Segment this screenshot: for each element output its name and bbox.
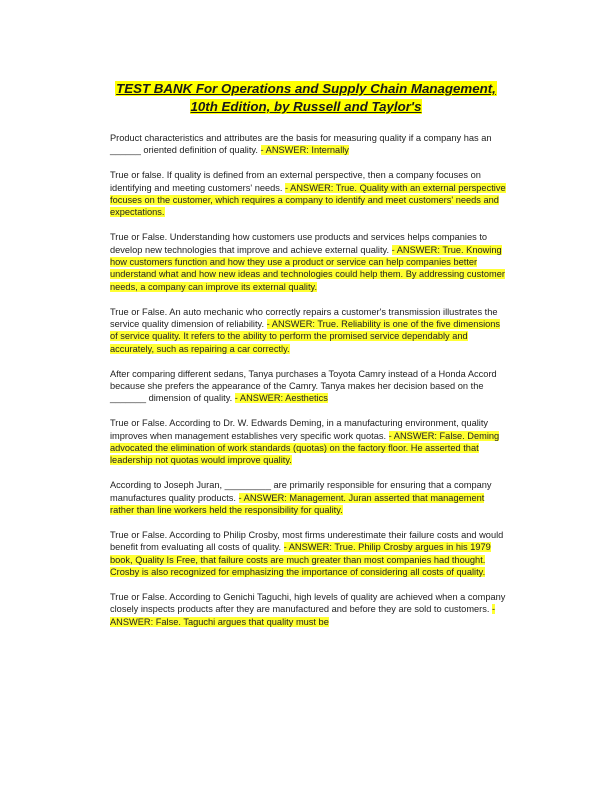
document-title: [100, 80, 512, 116]
question-text: True or false. If quality is defined from an external perspective, then a company focuses on identifying and meeting customers' needs.: [110, 170, 481, 193]
answer-text: - ANSWER: False. Taguchi argues that quality must be: [110, 604, 496, 627]
question-text: True or False. An auto mechanic who correctly repairs a customer's transmission illustrates the service quality dimension of reliability.: [110, 306, 498, 330]
question-item: [110, 529, 508, 579]
title-line-1: TEST BANK For Operations and Supply Chain Management,: [116, 81, 496, 96]
question-list: [110, 132, 508, 641]
answer-text: - ANSWER: True. Reliability is one of the five dimensions of service quality. It refers to the ability to perform the promised service dependably and accurately, such as repairing a car correctly.: [110, 319, 501, 354]
answer-text: - ANSWER: Aesthetics: [234, 393, 328, 404]
question-text: True or False. According to Dr. W. Edwards Deming, in a manufacturing environment, quality improves when management establishes very specific work quotas.: [110, 418, 489, 441]
answer-text: - ANSWER: Internally: [260, 145, 349, 156]
answer-text: - ANSWER: False. Deming advocated the elimination of work standards (quotas) on the factory floor. He asserted that leadership not quotas would improve quality.: [110, 430, 500, 466]
question-text: According to Joseph Juran, _________ are primarily responsible for ensuring that a company manufactures quality products.: [110, 480, 492, 503]
question-text: True or False. According to Philip Crosby, most firms underestimate their failure costs and would benefit from evaluating all costs of quality.: [110, 529, 504, 553]
question-item: [110, 417, 508, 467]
answer-text: - ANSWER: True. Quality with an external perspective focuses on the customer, which requires a company to identify and meet customers' needs and expectations.: [110, 182, 506, 218]
question-item: [110, 132, 508, 157]
question-item: [110, 368, 508, 405]
title-line-2: 10th Edition, by Russell and Taylor's: [190, 99, 422, 114]
answer-text: - ANSWER: True. Knowing how customers function and how they use a product or service can help companies better understand what and how new ideas and technologies could help them. By addressing customer needs, a company can improve its external quality.: [110, 244, 505, 292]
question-text: Product characteristics and attributes are the basis for measuring quality if a company has an ______ oriented definition of quality.: [110, 133, 492, 156]
question-text: True or False. Understanding how customers use products and services helps companies to develop new technologies that improve and achieve external quality.: [110, 232, 488, 255]
question-item: [110, 231, 508, 293]
answer-text: - ANSWER: True. Philip Crosby argues in his 1979 book, Quality Is Free, that failure costs are much greater than most companies had thought. Crosby is also recognized for emphasizing the importance of considering all costs of quality.: [110, 542, 491, 578]
question-item: [110, 591, 508, 628]
question-item: [110, 479, 508, 516]
question-text: After comparing different sedans, Tanya purchases a Toyota Camry instead of a Honda Accord because she prefers the appearance of the Camry. Tanya makes her decision based on the _______ dimension of quality.: [110, 368, 497, 404]
answer-text: - ANSWER: Management. Juran asserted that management rather than line workers held the responsibility for quality.: [110, 492, 485, 516]
question-text: True or False. According to Genichi Taguchi, high levels of quality are achieved when a company closely inspects products after they are manufactured and before they are sold to customers.: [110, 591, 506, 615]
question-item: [110, 306, 508, 356]
question-item: [110, 169, 508, 219]
